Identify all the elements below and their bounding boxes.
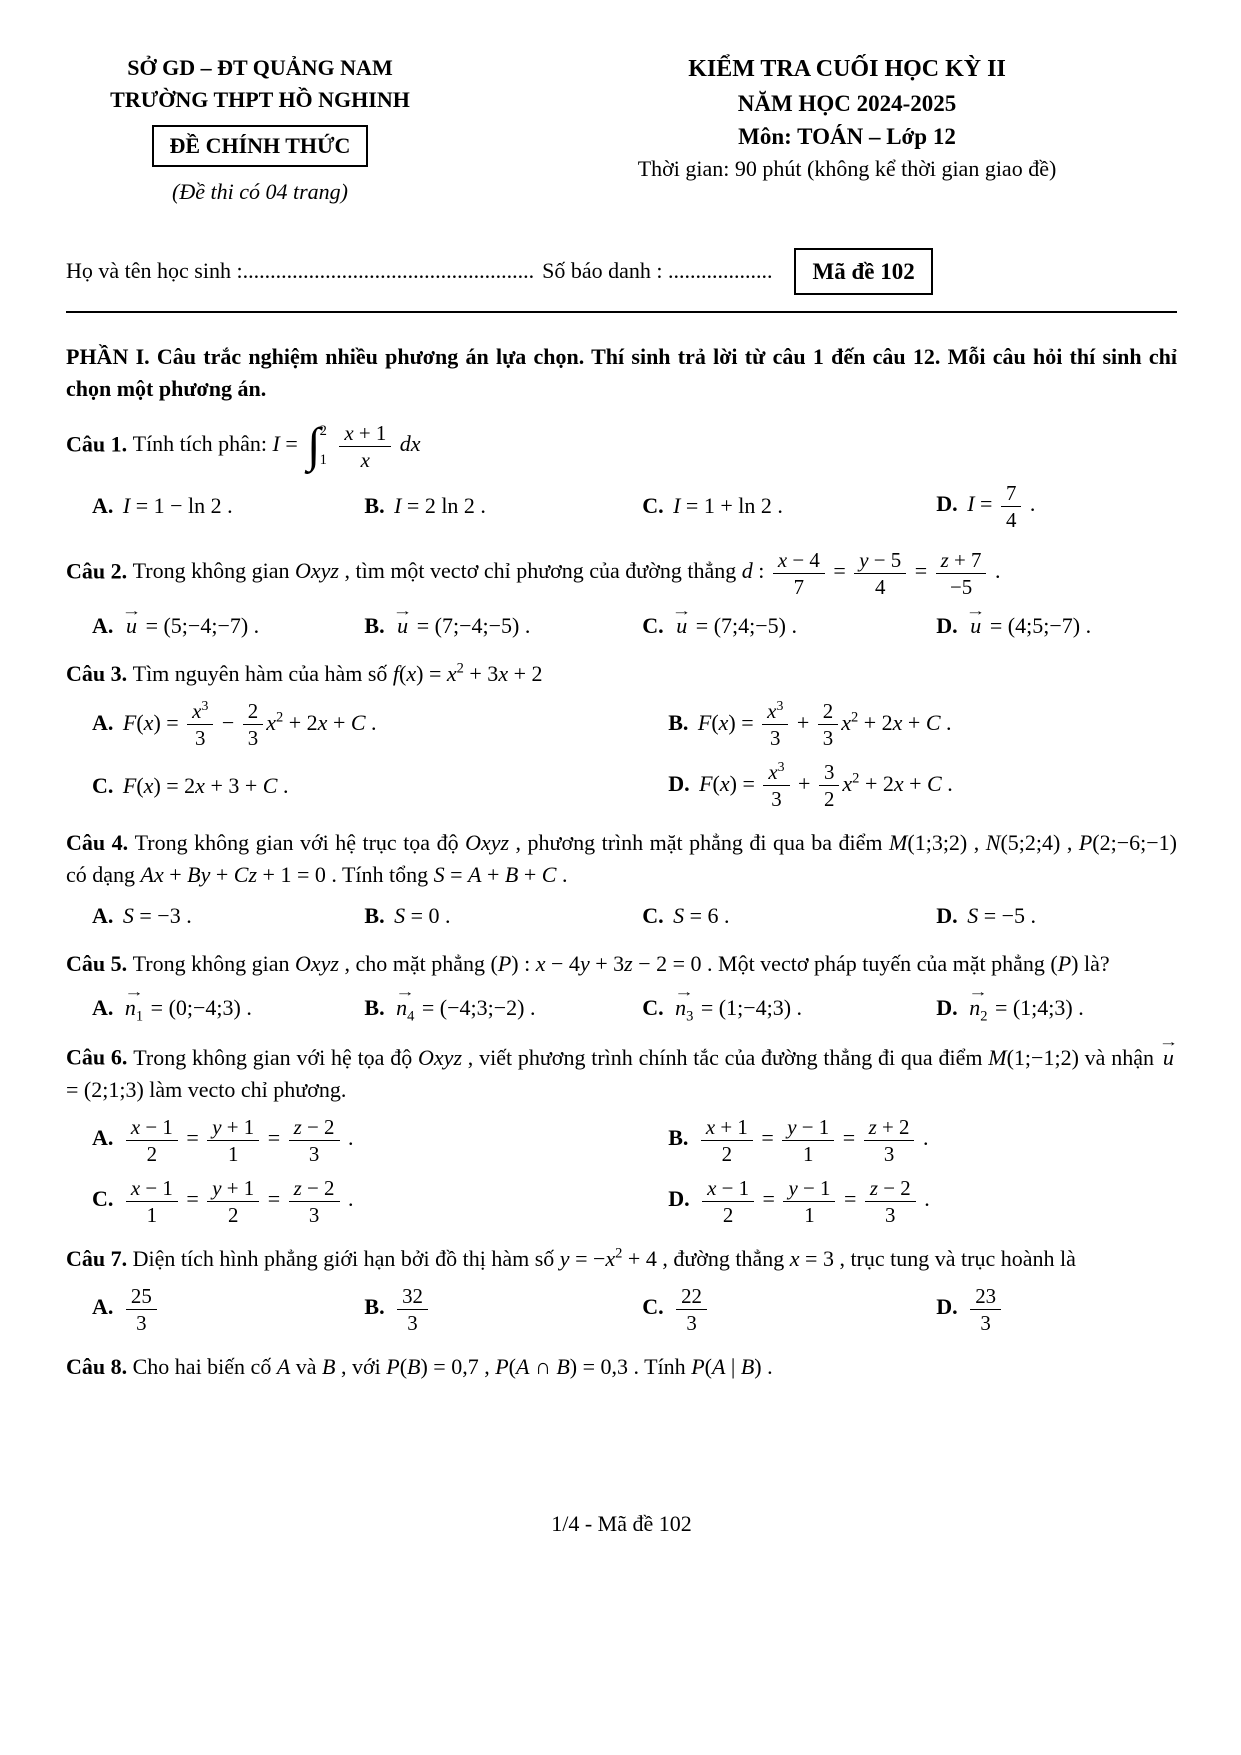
option-math: S = −5 . [967,903,1037,929]
option-math: → $n_4$ = (−4;3;−2) . [395,983,536,1024]
option-B [364,490,630,522]
option-math: → $n_2$ = (1;4;3) . [968,983,1084,1024]
question-stem [66,548,1177,599]
question-5 [66,948,1177,1023]
question-stem [66,1034,1179,1105]
question-text: Cho hai biến cố A và B , với P(B) = 0,7 , P(A ∩ B) = 0,3 . Tính P(A | B) . [132,1353,773,1379]
option-key: B. [668,709,694,735]
option-key: C. [92,1186,119,1212]
options-row [66,699,1177,811]
option-B [364,1284,630,1335]
student-id-label: Số báo danh : ................... [542,258,773,284]
options-row [66,983,1177,1024]
student-row [66,248,1177,295]
option-key: A. [92,1294,119,1320]
option-math: → u = (7;−4;−5) . [392,602,531,639]
option-key: A. [92,709,119,735]
option-math: I = 1 + ln 2 . [673,493,783,519]
options-row [66,1284,1177,1335]
student-name-label: Họ và tên học sinh :..................................................... [66,258,535,284]
options-row [66,900,1177,932]
option-key: D. [668,1186,696,1212]
option-math: $\frac{x - 1}{2}$ = $\frac{y - 1}{1}$ = $\frac{z - 2}{3}$ . [699,1186,930,1211]
option-math: F(x) = 2x + 3 + C . [122,772,289,798]
option-A [92,602,352,642]
question-8 [66,1351,1177,1383]
header-left [80,52,440,208]
option-math: I = $\frac{7}{4}$ . [967,480,1036,532]
question-1 [66,421,1177,532]
question-stem [66,827,1177,891]
option-math: I = 1 − ln 2 . [122,493,233,519]
question-text: Trong không gian với hệ tọa độ Oxyz , viết phương trình chính tắc của đường thẳng đi qua điểm M(1;−1;2) và nhận → u = (2;1;3) làm vecto chỉ phương. [66,1034,1179,1102]
option-key: C. [642,994,670,1020]
option-D [668,760,1189,811]
option-A [92,490,352,522]
option-key: D. [936,613,964,639]
option-C [642,602,924,642]
option-math: $\frac{32}{3}$ [394,1294,431,1319]
option-math: → u = (5;−4;−7) . [121,602,260,639]
option-C [642,1284,924,1335]
option-A [92,1115,656,1166]
option-A [92,1284,352,1335]
option-key: D. [936,1294,964,1320]
school-name: TRƯỜNG THPT HỒ NGHINH [110,86,410,112]
department-name: SỞ GD – ĐT QUẢNG NAM [127,55,393,80]
option-D [936,1284,1213,1335]
exam-code-box: Mã đề 102 [794,248,932,295]
option-D [936,983,1213,1024]
option-math: S = −3 . [122,903,192,929]
option-C [92,770,656,802]
question-text: Trong không gian Oxyz , cho mặt phẳng (P) : x − 4y + 3z − 2 = 0 . Một vectơ pháp tuyến của mặt phẳng (P) là? [132,951,1110,977]
option-B [668,1115,1189,1166]
page-footer: 1/4 - Mã đề 102 [551,1511,692,1537]
option-key: B. [364,613,391,639]
question-stem [66,658,1177,690]
option-math: $\frac{23}{3}$ [967,1294,1004,1319]
option-math: $\frac{x + 1}{2}$ = $\frac{y - 1}{1}$ = $\frac{z + 2}{3}$ . [698,1125,929,1150]
school-year: NĂM HỌC 2024-2025 [737,90,957,116]
option-key: D. [936,491,964,517]
divider-line [66,311,1177,313]
questions [66,405,1177,1383]
official-exam-box-wrap [80,116,440,167]
option-math: $\frac{25}{3}$ [123,1294,160,1319]
option-C [92,1176,656,1227]
question-label: Câu 1. [66,431,133,457]
question-label: Câu 3. [66,661,133,687]
option-math: F(x) = $\frac{x^3}{3}$ − $\frac{2}{3}$ $x^2 + 2x + C$ . [122,698,377,751]
official-exam-box: ĐỀ CHÍNH THỨC [152,125,369,167]
option-key: B. [668,1125,694,1151]
question-text: Tính tích phân: I = ∫ 2 1 $\frac{x + 1}{x}$ dx [132,419,421,473]
question-3 [66,658,1177,811]
option-key: C. [642,493,670,519]
question-text: Trong không gian với hệ trục tọa độ Oxyz , phương trình mặt phẳng đi qua ba điểm M(1;3;2) , N(5;2;4) , P(2;−6;−1) có dạng Ax + By + Cz + 1 = 0 . Tính tổng S = A + B + C . [66,830,1177,888]
option-key: A. [92,994,119,1020]
option-math: $\frac{x - 1}{1}$ = $\frac{y + 1}{2}$ = $\frac{z - 2}{3}$ . [123,1186,354,1211]
question-4 [66,827,1177,932]
option-key: C. [92,772,119,798]
question-label: Câu 4. [66,830,135,856]
question-stem [66,1243,1177,1275]
option-B [364,983,630,1024]
question-label: Câu 6. [66,1045,134,1071]
option-key: D. [936,903,964,929]
question-6 [66,1034,1179,1227]
option-key: B. [364,493,391,519]
duration-note: Thời gian: 90 phút (không kể thời gian giao đề) [637,156,1057,182]
question-stem [66,1351,1177,1383]
option-key: C. [642,613,670,639]
option-math: → $n_1$ = (0;−4;3) . [124,983,252,1024]
question-7 [66,1243,1177,1335]
option-key: D. [936,994,964,1020]
question-label: Câu 8. [66,1353,133,1379]
question-2 [66,548,1177,643]
option-D [936,602,1213,642]
exam-title: KIỂM TRA CUỐI HỌC KỲ II [688,56,1006,82]
option-math: → $n_3$ = (1;−4;3) . [674,983,803,1024]
options-row [66,481,1177,532]
question-text: Tìm nguyên hàm của hàm số $f(x) = x^2 + 3x + 2$ [132,661,543,687]
option-A [92,983,352,1024]
option-key: A. [92,1125,119,1151]
option-B [668,699,1189,750]
option-key: C. [642,903,670,929]
question-label: Câu 2. [66,558,133,584]
header [66,52,1177,208]
question-stem [66,421,1177,472]
option-key: B. [364,903,391,929]
option-key: A. [92,903,119,929]
option-math: I = 2 ln 2 . [394,493,486,519]
question-label: Câu 7. [66,1245,133,1271]
question-text: Trong không gian Oxyz , tìm một vectơ chỉ phương của đường thẳng d : $\frac{x - 4}{7}$ = $\frac{y - 5}{4}$ = $\frac{z + 7}{-5}$ . [132,547,1001,599]
page-count-note: (Đề thi có 04 trang) [172,178,348,204]
option-A [92,699,656,750]
option-math: → u = (4;5;−7) . [965,602,1092,639]
option-A [92,900,352,932]
option-math: F(x) = $\frac{x^3}{3}$ + $\frac{3}{2}$ $x^2 + 2x + C$ . [699,759,953,812]
option-math: S = 6 . [673,903,730,929]
subject-grade: Môn: TOÁN – Lớp 12 [738,124,956,150]
header-right [517,52,1177,185]
option-B [364,900,630,932]
option-C [642,900,924,932]
option-D [936,900,1213,932]
option-key: B. [364,1294,391,1320]
option-D [668,1176,1189,1227]
question-label: Câu 5. [66,951,133,977]
option-math: S = 0 . [394,903,451,929]
option-key: C. [642,1294,670,1320]
option-math: F(x) = $\frac{x^3}{3}$ + $\frac{2}{3}$ $x^2 + 2x + C$ . [697,698,952,751]
option-math: $\frac{22}{3}$ [673,1294,710,1319]
options-row [66,1115,1177,1227]
option-math: → u = (7;4;−5) . [671,602,797,639]
option-key: A. [92,493,119,519]
option-math: $\frac{x - 1}{2}$ = $\frac{y + 1}{1}$ = $\frac{z - 2}{3}$ . [123,1125,354,1150]
option-B [364,602,630,642]
option-key: B. [364,994,391,1020]
part1-heading: PHẦN I. Câu trắc nghiệm nhiều phương án lựa chọn. Thí sinh trả lời từ câu 1 đến câu 12. Mỗi câu hỏi thí sinh chỉ chọn một phương án. [66,343,1177,401]
question-text: Diện tích hình phẳng giới hạn bởi đồ thị hàm số $y = -x^2 + 4$ , đường thẳng x = 3 , trục tung và trục hoành là [132,1245,1076,1271]
question-stem [66,948,1177,980]
option-key: A. [92,613,119,639]
option-D [936,481,1213,532]
option-C [642,490,924,522]
options-row [66,602,1177,642]
option-C [642,983,924,1024]
option-key: D. [668,770,696,796]
